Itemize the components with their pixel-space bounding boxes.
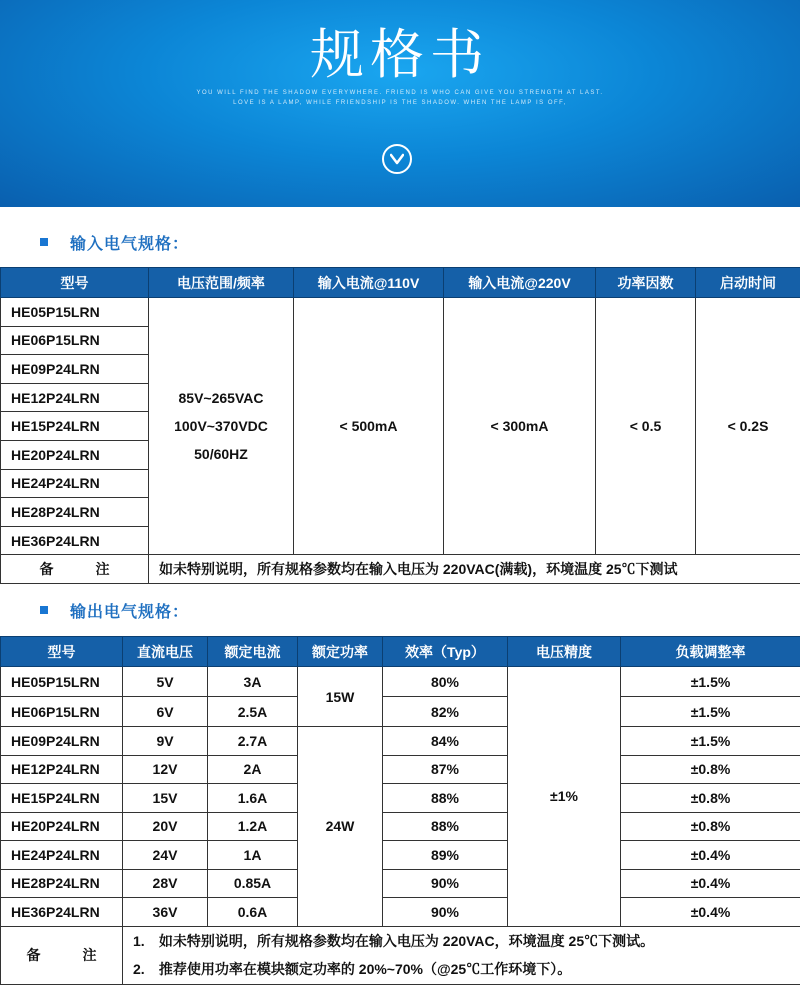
header-cell: 效率（Typ） bbox=[383, 637, 508, 667]
note-line bbox=[133, 927, 800, 955]
model-cell: HE09P24LRN bbox=[1, 727, 123, 756]
table-row bbox=[1, 727, 800, 756]
rated-current-cell: 1.2A bbox=[208, 812, 298, 841]
dc-voltage-cell: 5V bbox=[123, 667, 208, 697]
model-cell: HE36P24LRN bbox=[1, 898, 123, 927]
load-regulation-cell: ±0.8% bbox=[621, 784, 800, 813]
efficiency-cell: 88% bbox=[383, 784, 508, 813]
table-row bbox=[1, 298, 800, 327]
dc-voltage-cell: 20V bbox=[123, 812, 208, 841]
input-section-heading bbox=[40, 232, 189, 252]
efficiency-cell: 88% bbox=[383, 812, 508, 841]
output-spec-table bbox=[0, 636, 800, 985]
header-cell: 直流电压 bbox=[123, 637, 208, 667]
model-cell: HE15P24LRN bbox=[1, 412, 149, 441]
header-cell: 型号 bbox=[1, 268, 149, 298]
hero-banner bbox=[0, 0, 800, 207]
table-row bbox=[1, 812, 800, 841]
load-regulation-cell: ±0.4% bbox=[621, 898, 800, 927]
table-header-row bbox=[1, 268, 800, 298]
table-row bbox=[1, 697, 800, 727]
efficiency-cell: 82% bbox=[383, 697, 508, 727]
rated-current-cell: 3A bbox=[208, 667, 298, 697]
voltage-line: 50/60HZ bbox=[194, 446, 248, 463]
model-cell: HE15P24LRN bbox=[1, 784, 123, 813]
chevron-down-circle-icon[interactable] bbox=[382, 144, 412, 174]
efficiency-cell: 89% bbox=[383, 841, 508, 870]
note-row bbox=[1, 926, 800, 984]
voltage-line: 100V~370VDC bbox=[174, 418, 268, 435]
dc-voltage-cell: 24V bbox=[123, 841, 208, 870]
chevron-down-icon bbox=[390, 153, 404, 165]
header-cell: 额定功率 bbox=[298, 637, 383, 667]
table-header-row bbox=[1, 637, 800, 667]
note-line bbox=[133, 955, 800, 983]
model-cell: HE09P24LRN bbox=[1, 355, 149, 384]
header-cell: 额定电流 bbox=[208, 637, 298, 667]
table-row bbox=[1, 784, 800, 813]
rated-current-cell: 0.6A bbox=[208, 898, 298, 927]
note-line-text: 推荐使用功率在模块额定功率的 20%~70%（@25℃工作环境下）。 bbox=[158, 961, 572, 977]
rated-current-cell: 1.6A bbox=[208, 784, 298, 813]
model-cell: HE36P24LRN bbox=[1, 526, 149, 555]
hero-tagline-1: YOU WILL FIND THE SHADOW EVERYWHERE. FRIEND IS WHO CAN GIVE YOU STRENGTH AT LAST. bbox=[196, 90, 604, 96]
header-cell: 输入电流@220V bbox=[444, 268, 596, 298]
rated-power-cell: 24W bbox=[298, 727, 383, 927]
load-regulation-cell: ±0.4% bbox=[621, 841, 800, 870]
model-cell: HE20P24LRN bbox=[1, 440, 149, 469]
load-regulation-cell: ±0.8% bbox=[621, 755, 800, 784]
output-section-heading bbox=[40, 600, 189, 620]
note-line-text: 如未特别说明，所有规格参数均在输入电压为 220VAC，环境温度 25℃下测试。 bbox=[158, 933, 655, 949]
load-regulation-cell: ±0.8% bbox=[621, 812, 800, 841]
load-regulation-cell: ±1.5% bbox=[621, 697, 800, 727]
efficiency-cell: 80% bbox=[383, 667, 508, 697]
table-row bbox=[1, 898, 800, 927]
output-section-title: 输出电气规格： bbox=[70, 601, 190, 621]
page-title: 规格书 bbox=[310, 23, 490, 86]
startup-time-cell: < 0.2S bbox=[696, 298, 800, 555]
current-110v-cell: < 500mA bbox=[294, 298, 444, 555]
rated-current-cell: 2.7A bbox=[208, 727, 298, 756]
header-cell: 输入电流@110V bbox=[294, 268, 444, 298]
model-cell: HE24P24LRN bbox=[1, 841, 123, 870]
model-cell: HE28P24LRN bbox=[1, 869, 123, 898]
header-cell: 电压精度 bbox=[508, 637, 621, 667]
model-cell: HE05P15LRN bbox=[1, 667, 123, 697]
note-text: 如未特别说明，所有规格参数均在输入电压为 220VAC(满载)，环境温度 25℃下测试 bbox=[149, 555, 800, 584]
efficiency-cell: 84% bbox=[383, 727, 508, 756]
load-regulation-cell: ±1.5% bbox=[621, 727, 800, 756]
table-row bbox=[1, 755, 800, 784]
model-cell: HE06P15LRN bbox=[1, 697, 123, 727]
voltage-accuracy-cell: ±1% bbox=[508, 667, 621, 927]
model-cell: HE12P24LRN bbox=[1, 755, 123, 784]
model-cell: HE20P24LRN bbox=[1, 812, 123, 841]
bullet-icon bbox=[40, 606, 48, 614]
load-regulation-cell: ±1.5% bbox=[621, 667, 800, 697]
rated-power-cell: 15W bbox=[298, 667, 383, 727]
input-section-title: 输入电气规格： bbox=[70, 233, 190, 253]
hero-tagline-2: LOVE IS A LAMP, WHILE FRIENDSHIP IS THE SHADOW. WHEN THE LAMP IS OFF, bbox=[233, 100, 567, 106]
header-cell: 电压范围/频率 bbox=[149, 268, 294, 298]
table-row bbox=[1, 869, 800, 898]
dc-voltage-cell: 36V bbox=[123, 898, 208, 927]
note-label: 备 注 bbox=[1, 555, 149, 584]
rated-current-cell: 0.85A bbox=[208, 869, 298, 898]
dc-voltage-cell: 9V bbox=[123, 727, 208, 756]
model-cell: HE24P24LRN bbox=[1, 469, 149, 498]
model-cell: HE05P15LRN bbox=[1, 298, 149, 327]
efficiency-cell: 87% bbox=[383, 755, 508, 784]
model-cell: HE28P24LRN bbox=[1, 498, 149, 527]
table-row bbox=[1, 841, 800, 870]
header-cell: 启动时间 bbox=[696, 268, 800, 298]
voltage-line: 85V~265VAC bbox=[178, 390, 264, 407]
dc-voltage-cell: 15V bbox=[123, 784, 208, 813]
bullet-icon bbox=[40, 238, 48, 246]
current-220v-cell: < 300mA bbox=[444, 298, 596, 555]
header-cell: 功率因数 bbox=[596, 268, 696, 298]
table-row bbox=[1, 667, 800, 697]
dc-voltage-cell: 28V bbox=[123, 869, 208, 898]
power-factor-cell: < 0.5 bbox=[596, 298, 696, 555]
note-text bbox=[123, 926, 800, 984]
model-cell: HE06P15LRN bbox=[1, 326, 149, 355]
note-label: 备 注 bbox=[1, 926, 123, 984]
input-spec-table bbox=[0, 267, 800, 584]
note-number: 2. bbox=[133, 961, 145, 977]
rated-current-cell: 1A bbox=[208, 841, 298, 870]
voltage-range-cell bbox=[149, 298, 294, 555]
rated-current-cell: 2.5A bbox=[208, 697, 298, 727]
header-cell: 型号 bbox=[1, 637, 123, 667]
efficiency-cell: 90% bbox=[383, 898, 508, 927]
model-cell: HE12P24LRN bbox=[1, 383, 149, 412]
dc-voltage-cell: 12V bbox=[123, 755, 208, 784]
header-cell: 负载调整率 bbox=[621, 637, 800, 667]
note-number: 1. bbox=[133, 933, 145, 949]
efficiency-cell: 90% bbox=[383, 869, 508, 898]
note-row bbox=[1, 555, 800, 584]
load-regulation-cell: ±0.4% bbox=[621, 869, 800, 898]
dc-voltage-cell: 6V bbox=[123, 697, 208, 727]
rated-current-cell: 2A bbox=[208, 755, 298, 784]
